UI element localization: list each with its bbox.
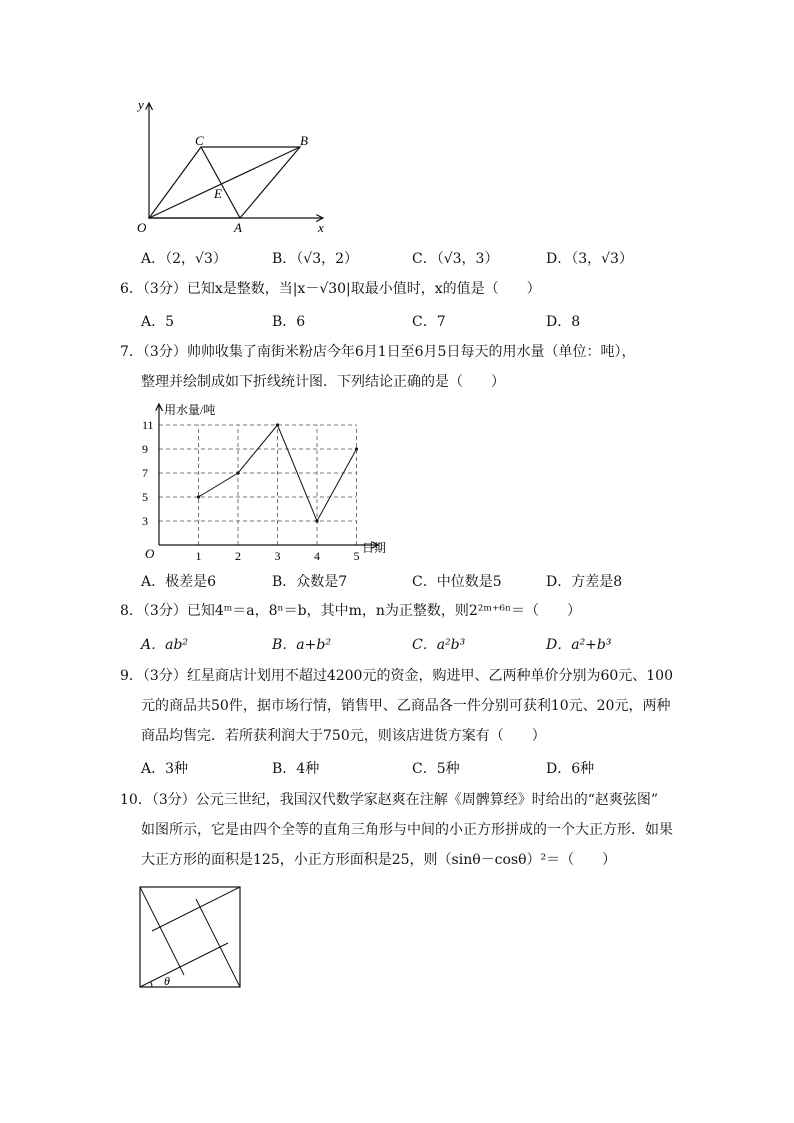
q8-option-d[interactable]: D．a²+b³ (546, 637, 612, 653)
q7-stem-line2: 整理并绘制成如下折线统计图．下列结论正确的是（ ） (141, 374, 505, 390)
q5-option-b[interactable]: B．（√3，2） (272, 251, 359, 267)
data-point (355, 447, 358, 450)
label-C: C (195, 133, 204, 148)
triangle-edge-2 (196, 899, 240, 987)
x-tick-label: 2 (235, 549, 241, 563)
y-tick-label: 3 (142, 514, 148, 528)
x-tick-label: 3 (274, 549, 281, 563)
label-E: E (214, 186, 222, 201)
q8-option-b[interactable]: B．a+b² (272, 637, 331, 653)
label-x: x (318, 220, 324, 235)
q7-option-d[interactable]: D．方差是8 (546, 574, 623, 590)
q7-option-a[interactable]: A．极差是6 (141, 574, 217, 590)
diagonal-OB (149, 147, 300, 218)
q5-option-d[interactable]: D．（3，√3） (546, 251, 633, 267)
zhao-shuang-diagram (138, 885, 242, 989)
q10-line2: 如图所示，它是由四个全等的直角三角形与中间的小正方形拼成的一个大正方形．如果 (141, 822, 673, 838)
theta-label: θ (164, 974, 170, 988)
theta-arc (151, 982, 152, 987)
label-O: O (137, 220, 147, 235)
triangle-edge-1 (140, 943, 228, 987)
y-tick-label: 9 (142, 442, 148, 456)
data-point (236, 471, 239, 474)
q6-option-d[interactable]: D．8 (546, 314, 581, 330)
q8-option-a[interactable]: A．ab² (141, 637, 189, 653)
q7-stem-line1: 7．（3分）帅帅收集了南街米粉店今年6月1日至6月5日每天的用水量（单位：吨）， (120, 344, 636, 360)
data-point (276, 423, 279, 426)
q6-option-a[interactable]: A．5 (141, 314, 175, 330)
label-y: y (138, 97, 144, 112)
q5-option-c[interactable]: C．（√3，3） (412, 251, 499, 267)
chart-grid (159, 425, 357, 545)
q10-line3: 大正方形的面积是125，小正方形面积是25，则（sinθ－cosθ）²＝（ ） (141, 852, 617, 868)
q6-option-c[interactable]: C．7 (412, 314, 446, 330)
chart-origin: O (145, 546, 155, 561)
x-tick-label: 1 (195, 549, 202, 563)
q9-line3: 商品均售完．若所获利润大于750元，则该店进货方案有（ ） (141, 728, 546, 744)
q9-line1: 9．（3分）红星商店计划用不超过4200元的资金，购进甲、乙两种单价分别为60元、100 (120, 668, 673, 684)
q10-line1: 10．（3分）公元三世纪，我国汉代数学家赵爽在注解《周髀算经》时给出的“赵爽弦图” (120, 792, 659, 808)
y-tick-label: 11 (142, 418, 154, 432)
data-point (197, 495, 200, 498)
q8-stem: 8．（3分）已知4ᵐ＝a，8ⁿ＝b，其中m，n为正整数，则2²ᵐ⁺⁶ⁿ＝（ ） (120, 603, 582, 619)
triangle-edge-3 (152, 887, 240, 931)
label-A: A (234, 220, 242, 235)
q5-option-a[interactable]: A．（2，√3） (141, 251, 227, 267)
q9-option-d[interactable]: D．6种 (546, 761, 595, 777)
q7-option-b[interactable]: B．众数是7 (272, 574, 348, 590)
y-tick-label: 5 (142, 490, 148, 504)
chart-xlabel: 日期 (362, 541, 387, 555)
q7-option-c[interactable]: C．中位数是5 (412, 574, 502, 590)
q8-option-c[interactable]: C．a²b³ (412, 637, 466, 653)
q6-stem: 6．（3分）已知x是整数，当|x－√30|取最小值时，x的值是（ ） (120, 281, 541, 297)
q7-line-chart (138, 398, 398, 566)
x-tick-label: 4 (314, 549, 320, 563)
x-tick-label: 5 (353, 549, 360, 563)
q9-option-c[interactable]: C．5种 (412, 761, 460, 777)
label-B: B (300, 133, 308, 148)
diagonal-AC (201, 147, 240, 218)
data-point (315, 519, 318, 522)
q6-option-b[interactable]: B．6 (272, 314, 306, 330)
triangle-edge-4 (140, 887, 184, 975)
q9-line2: 元的商品共50件，据市场行情，销售甲、乙商品各一件分别可获利10元、20元，两种 (141, 698, 671, 714)
q5-figure (130, 95, 340, 235)
q9-option-b[interactable]: B．4种 (272, 761, 320, 777)
chart-ylabel: 用水量/吨 (164, 403, 216, 417)
q9-option-a[interactable]: A．3种 (141, 761, 189, 777)
large-square (140, 887, 240, 987)
y-tick-label: 7 (142, 466, 148, 480)
